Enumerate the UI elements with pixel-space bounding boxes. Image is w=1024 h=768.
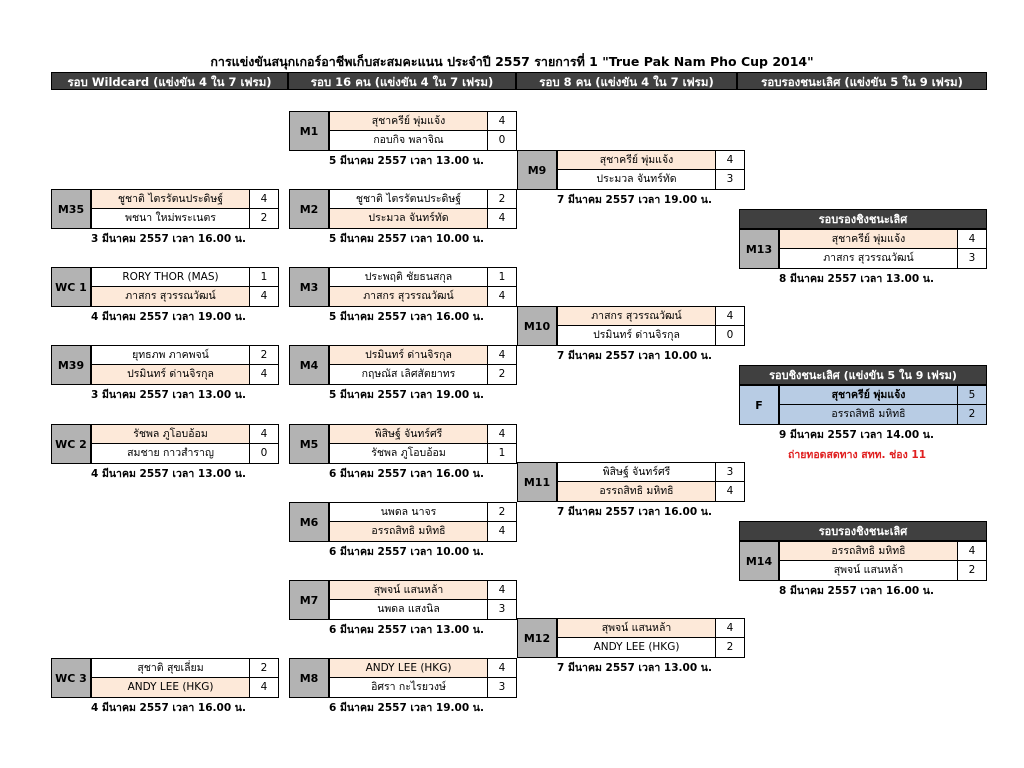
player-score: 4 [957, 230, 986, 248]
player-name: อิศรา กะไรยวงษ์ [329, 678, 487, 697]
player-row [779, 249, 987, 269]
player-row [91, 365, 279, 385]
match-date: 6 มีนาคม 2557 เวลา 19.00 น. [329, 702, 484, 714]
player-score: 4 [715, 482, 744, 501]
player-name: อรรถสิทธิ มหิทธิ [779, 542, 957, 560]
player-name: รัชพล ภูโอบอ้อม [329, 444, 487, 463]
player-score: 2 [957, 405, 986, 424]
player-score: 4 [249, 425, 278, 443]
player-name: สุชาครีย์ พุ่มแจ้ง [779, 386, 957, 404]
player-score: 0 [249, 444, 278, 463]
semi-header-1: รอบรองชิงชนะเลิศ [739, 209, 987, 229]
match-date: 3 มีนาคม 2557 เวลา 13.00 น. [91, 389, 246, 401]
player-name: RORY THOR (MAS) [91, 268, 249, 286]
player-score: 3 [957, 249, 986, 268]
player-score: 4 [487, 581, 516, 599]
player-score: 4 [249, 287, 278, 306]
semi-header-2: รอบรองชิงชนะเลิศ [739, 521, 987, 541]
match-date: 5 มีนาคม 2557 เวลา 16.00 น. [329, 311, 484, 323]
player-score: 4 [487, 659, 516, 677]
player-name: ยุทธภพ ภาคพจน์ [91, 346, 249, 364]
match-id: M7 [289, 580, 329, 620]
player-row [91, 658, 279, 678]
player-row [329, 444, 517, 464]
player-score: 4 [487, 425, 516, 443]
match-date: 9 มีนาคม 2557 เวลา 14.00 น. [779, 429, 934, 441]
player-score: 1 [487, 268, 516, 286]
player-name: กฤษณัส เลิศสัตยาทร [329, 365, 487, 384]
player-name: อรรถสิทธิ มหิทธิ [329, 522, 487, 541]
player-score: 2 [249, 209, 278, 228]
player-score: 1 [249, 268, 278, 286]
player-score: 4 [487, 346, 516, 364]
live-broadcast-note: ถ่ายทอดสดทาง สทท. ช่อง 11 [788, 449, 927, 461]
player-score: 1 [487, 444, 516, 463]
player-name: ปรมินทร์ ด่านจิรกุล [329, 346, 487, 364]
player-name: ปรมินทร์ ด่านจิรกุล [557, 326, 715, 345]
match-id: M1 [289, 111, 329, 151]
player-row [91, 209, 279, 229]
match-date: 5 มีนาคม 2557 เวลา 13.00 น. [329, 155, 484, 167]
player-name: กอบกิจ พลาจิณ [329, 131, 487, 150]
round-header-8: รอบ 8 คน (แข่งขัน 4 ใน 7 เฟรม) [516, 72, 737, 90]
player-row [329, 658, 517, 678]
player-row [779, 561, 987, 581]
player-name: นพดล แสงนิล [329, 600, 487, 619]
match-date: 4 มีนาคม 2557 เวลา 16.00 น. [91, 702, 246, 714]
player-score: 3 [715, 463, 744, 481]
player-row [329, 580, 517, 600]
match-id: M9 [517, 150, 557, 190]
player-name: พชนา ใหม่พระเนตร [91, 209, 249, 228]
player-score: 3 [487, 600, 516, 619]
player-score: 2 [487, 190, 516, 208]
player-row [329, 502, 517, 522]
player-score: 2 [715, 638, 744, 657]
player-name: สุชาครีย์ พุ่มแจ้ง [557, 151, 715, 169]
player-score: 2 [957, 561, 986, 580]
player-name: สมชาย กาวสำราญ [91, 444, 249, 463]
player-name: ANDY LEE (HKG) [91, 678, 249, 697]
player-row [329, 678, 517, 698]
player-score: 4 [487, 522, 516, 541]
match-id: M13 [739, 229, 779, 269]
player-name: พิสิษฐ์ จันทร์ศรี [329, 425, 487, 443]
player-score: 4 [715, 151, 744, 169]
player-row [557, 150, 745, 170]
player-row [557, 306, 745, 326]
match-id: WC 2 [51, 424, 91, 464]
match-date: 7 มีนาคม 2557 เวลา 19.00 น. [557, 194, 712, 206]
player-row [329, 600, 517, 620]
page-title: การแข่งขันสนุกเกอร์อาชีพเก็บสะสมคะแนน ประจำปี 2557 รายการที่ 1 "True Pak Nam Pho Cup 2014" [210, 54, 814, 69]
player-row [329, 365, 517, 385]
player-name: ภาสกร สุวรรณวัฒน์ [779, 249, 957, 268]
player-row [557, 638, 745, 658]
final-header: รอบชิงชนะเลิศ (แข่งขัน 5 ใน 9 เฟรม) [739, 365, 987, 385]
match-date: 7 มีนาคม 2557 เวลา 13.00 น. [557, 662, 712, 674]
player-row [329, 424, 517, 444]
player-name: ประมวล จันทร์ทัด [557, 170, 715, 189]
match-id: M5 [289, 424, 329, 464]
player-row [329, 209, 517, 229]
match-date: 8 มีนาคม 2557 เวลา 16.00 น. [779, 585, 934, 597]
match-date: 5 มีนาคม 2557 เวลา 19.00 น. [329, 389, 484, 401]
player-row [557, 170, 745, 190]
match-date: 7 มีนาคม 2557 เวลา 16.00 น. [557, 506, 712, 518]
match-id: M11 [517, 462, 557, 502]
player-name: อรรถสิทธิ มหิทธิ [557, 482, 715, 501]
match-id: M6 [289, 502, 329, 542]
player-row [557, 618, 745, 638]
match-date: 6 มีนาคม 2557 เวลา 16.00 น. [329, 468, 484, 480]
player-score: 4 [249, 190, 278, 208]
player-row [329, 522, 517, 542]
match-date: 5 มีนาคม 2557 เวลา 10.00 น. [329, 233, 484, 245]
player-name: ภาสกร สุวรรณวัฒน์ [91, 287, 249, 306]
player-name: รัชพล ภูโอบอ้อม [91, 425, 249, 443]
player-name: สุพจน์ แสนหล้า [329, 581, 487, 599]
player-score: 0 [715, 326, 744, 345]
player-name: ชูชาติ ไตรรัตนประดิษฐ์ [91, 190, 249, 208]
match-id: M14 [739, 541, 779, 581]
player-score: 4 [715, 619, 744, 637]
player-name: สุชาติ สุขเลี่ยม [91, 659, 249, 677]
player-row [779, 229, 987, 249]
match-id: M3 [289, 267, 329, 307]
match-date: 3 มีนาคม 2557 เวลา 16.00 น. [91, 233, 246, 245]
player-name: สุพจน์ แสนหล้า [557, 619, 715, 637]
player-name: นพดล นาจร [329, 503, 487, 521]
player-row [329, 131, 517, 151]
match-date: 4 มีนาคม 2557 เวลา 19.00 น. [91, 311, 246, 323]
player-row [779, 385, 987, 405]
player-row [557, 482, 745, 502]
player-score: 2 [487, 503, 516, 521]
player-score: 4 [487, 287, 516, 306]
match-id: M10 [517, 306, 557, 346]
match-id: M4 [289, 345, 329, 385]
round-header-16: รอบ 16 คน (แข่งขัน 4 ใน 7 เฟรม) [288, 72, 516, 90]
player-row [91, 444, 279, 464]
player-name: ANDY LEE (HKG) [557, 638, 715, 657]
player-score: 4 [487, 112, 516, 130]
match-id: F [739, 385, 779, 425]
player-row [329, 345, 517, 365]
player-row [329, 287, 517, 307]
match-date: 8 มีนาคม 2557 เวลา 13.00 น. [779, 273, 934, 285]
player-score: 2 [249, 346, 278, 364]
match-id: M35 [51, 189, 91, 229]
match-id: M12 [517, 618, 557, 658]
player-score: 4 [487, 209, 516, 228]
player-row [91, 287, 279, 307]
player-score: 2 [487, 365, 516, 384]
player-name: อรรถสิทธิ มหิทธิ [779, 405, 957, 424]
round-header-wildcard: รอบ Wildcard (แข่งขัน 4 ใน 7 เฟรม) [51, 72, 288, 90]
player-row [779, 541, 987, 561]
match-date: 7 มีนาคม 2557 เวลา 10.00 น. [557, 350, 712, 362]
player-row [557, 326, 745, 346]
player-name: สุพจน์ แสนหล้า [779, 561, 957, 580]
player-score: 3 [487, 678, 516, 697]
player-row [779, 405, 987, 425]
player-row [557, 462, 745, 482]
player-name: ภาสกร สุวรรณวัฒน์ [557, 307, 715, 325]
match-id: M2 [289, 189, 329, 229]
player-score: 4 [249, 678, 278, 697]
player-row [329, 111, 517, 131]
match-id: WC 3 [51, 658, 91, 698]
match-date: 4 มีนาคม 2557 เวลา 13.00 น. [91, 468, 246, 480]
player-name: ประมวล จันทร์ทัด [329, 209, 487, 228]
match-id: M8 [289, 658, 329, 698]
match-date: 6 มีนาคม 2557 เวลา 10.00 น. [329, 546, 484, 558]
player-score: 5 [957, 386, 986, 404]
player-row [91, 189, 279, 209]
player-name: พิสิษฐ์ จันทร์ศรี [557, 463, 715, 481]
player-row [91, 267, 279, 287]
match-id: M39 [51, 345, 91, 385]
player-name: ภาสกร สุวรรณวัฒน์ [329, 287, 487, 306]
player-row [91, 424, 279, 444]
player-score: 0 [487, 131, 516, 150]
player-name: ANDY LEE (HKG) [329, 659, 487, 677]
player-row [329, 189, 517, 209]
player-score: 4 [249, 365, 278, 384]
player-score: 4 [957, 542, 986, 560]
player-score: 4 [715, 307, 744, 325]
player-name: ปรมินทร์ ด่านจิรกุล [91, 365, 249, 384]
player-name: สุชาครีย์ พุ่มแจ้ง [329, 112, 487, 130]
player-name: ชูชาติ ไตรรัตนประดิษฐ์ [329, 190, 487, 208]
match-id: WC 1 [51, 267, 91, 307]
match-date: 6 มีนาคม 2557 เวลา 13.00 น. [329, 624, 484, 636]
player-row [91, 345, 279, 365]
player-row [91, 678, 279, 698]
player-row [329, 267, 517, 287]
player-name: สุชาครีย์ พุ่มแจ้ง [779, 230, 957, 248]
player-name: ประพฤติ ชัยธนสกุล [329, 268, 487, 286]
player-score: 3 [715, 170, 744, 189]
player-score: 2 [249, 659, 278, 677]
round-header-semi: รอบรองชนะเลิศ (แข่งขัน 5 ใน 9 เฟรม) [737, 72, 987, 90]
